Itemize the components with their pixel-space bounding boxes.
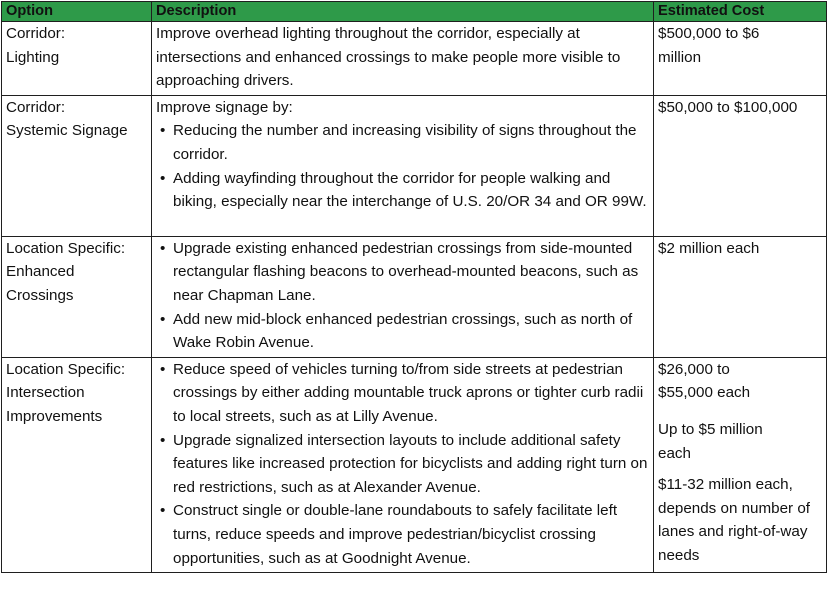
option-line: Lighting [6,48,60,66]
option-line: Improvements [6,407,103,425]
cost-text: $11-32 million each, depends on number of lanes and right-of-way needs [658,476,810,564]
cost-text: $2 million each [658,239,760,257]
cost-cell [654,22,827,96]
option-cell [2,95,152,236]
cost-text: $50,000 to $100,000 [658,98,798,116]
options-table [1,1,827,573]
bullet-list [156,237,649,355]
option-line: Corridor: [6,25,66,42]
table-header [2,2,827,22]
table-row [2,236,827,357]
cost-text: Up to $5 million each [658,420,763,462]
bullet-item: • Reduce speed of vehicles turning to/from side streets at pedestrian crossings by either adding mountable truck aprons or tighter curb radii to local streets, such as at Lilly Avenue. [173,358,649,429]
description-cell [152,95,654,236]
option-line: Enhanced [6,263,75,281]
option-cell [2,236,152,357]
option-line: Systemic Signage [6,122,128,140]
option-cell [2,22,152,96]
option-line: Intersection [6,384,85,402]
option-line: Crossings [6,286,74,304]
bullet-item: • Construct single or double-lane roundabouts to safely facilitate left turns, reduce speeds and improve pedestrian/bicyclist crossing opportunities, such as at Goodnight Avenue. [173,499,649,570]
option-line: Location Specific: [6,360,126,378]
bullet-list [156,119,649,213]
description-cell [152,357,654,572]
option-cell [2,357,152,572]
description-text: Improve signage by: [156,98,293,116]
option-line: Location Specific: [6,239,126,257]
cost-cell [654,95,827,236]
cost-cell [654,236,827,357]
header-option: Option [2,2,152,22]
bullet-item: • Reducing the number and increasing visibility of signs throughout the corridor. [173,119,649,166]
bullet-list [156,358,649,570]
description-cell [152,22,654,96]
bullet-item: • Upgrade existing enhanced pedestrian crossings from side-mounted rectangular flashing beacons to overhead-mounted beacons, such as near Chapman Lane. [173,237,649,308]
header-row [2,2,827,22]
header-estimated-cost: Estimated Cost [654,2,827,22]
table-row [2,95,827,236]
bullet-item: • Add new mid-block enhanced pedestrian crossings, such as north of Wake Robin Avenue. [173,308,649,355]
cost-text: $26,000 to $55,000 each [658,360,751,402]
cost-text: $500,000 to $6 million [658,25,760,66]
option-line: Corridor: [6,98,66,116]
header-description: Description [152,2,654,22]
cost-cell [654,357,827,572]
bullet-item: • Adding wayfinding throughout the corridor for people walking and biking, especially near the interchange of U.S. 20/OR 34 and OR 99W. [173,167,649,214]
description-text: Improve overhead lighting throughout the corridor, especially at intersections and enhanced crossings to make people more visible to approaching drivers. [156,25,621,90]
description-cell [152,236,654,357]
table-row [2,22,827,96]
bullet-item: • Upgrade signalized intersection layouts to include additional safety features like increased protection for bicyclists and adding right turn on red restrictions, such as at Alexander Avenue. [173,429,649,500]
table-row [2,357,827,572]
